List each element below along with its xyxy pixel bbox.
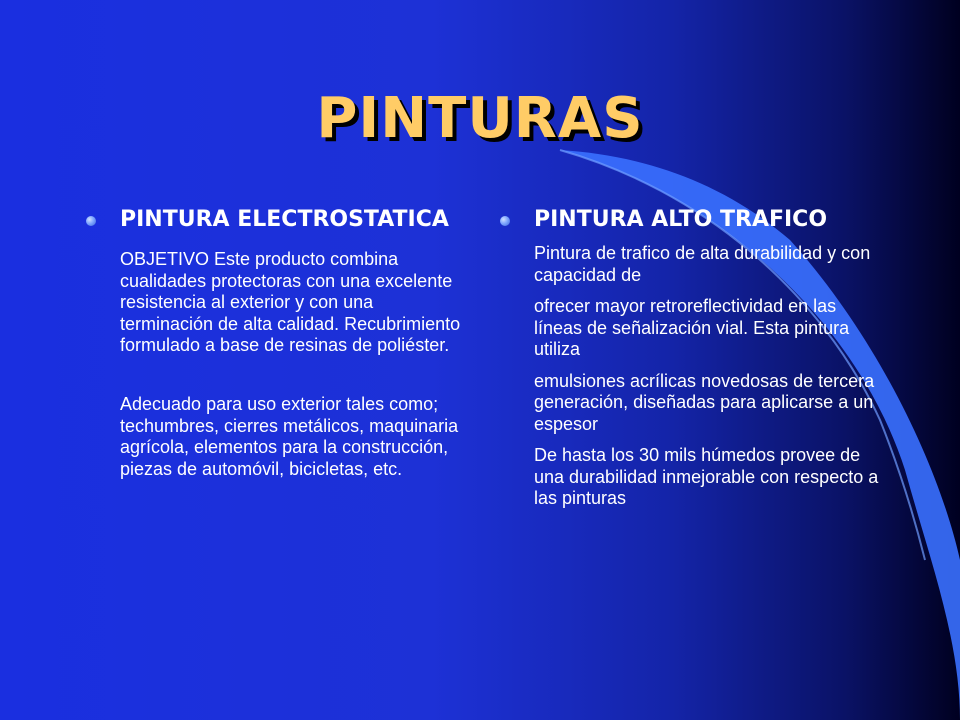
page-title: PINTURAS [316, 86, 644, 151]
right-paragraph-3: emulsiones acrílicas novedosas de tercera generación, diseñadas para aplicarse a un espesor [534, 370, 875, 434]
bullet-icon [500, 216, 510, 226]
left-column [86, 206, 466, 480]
left-heading-text: PINTURA ELECTROSTATICA [120, 207, 449, 232]
left-paragraph-uses: Adecuado para uso exterior tales como; techumbres, cierres metálicos, maquinaria agrícola, elementos para la construcción, piezas de automóvil, bicicletas, etc. [120, 394, 459, 479]
right-heading [500, 206, 880, 233]
bullet-icon [86, 216, 96, 226]
left-paragraph-objective: OBJETIVO Este producto combina cualidades protectoras con una excelente resistencia al exterior y con una terminación de alta calidad. Recubrimiento formulado a base de resinas de poliéster. [120, 249, 461, 355]
right-paragraph-4: De hasta los 30 mils húmedos provee de una durabilidad inmejorable con respecto a las pinturas [534, 445, 879, 508]
right-column [500, 206, 880, 510]
right-paragraph-2: ofrecer mayor retroreflectividad en las líneas de señalización vial. Esta pintura utiliza [534, 296, 850, 359]
right-paragraph-1: Pintura de trafico de alta durabilidad y con capacidad de [534, 243, 871, 285]
right-heading-text: PINTURA ALTO TRAFICO [534, 207, 828, 232]
left-heading [86, 206, 466, 233]
